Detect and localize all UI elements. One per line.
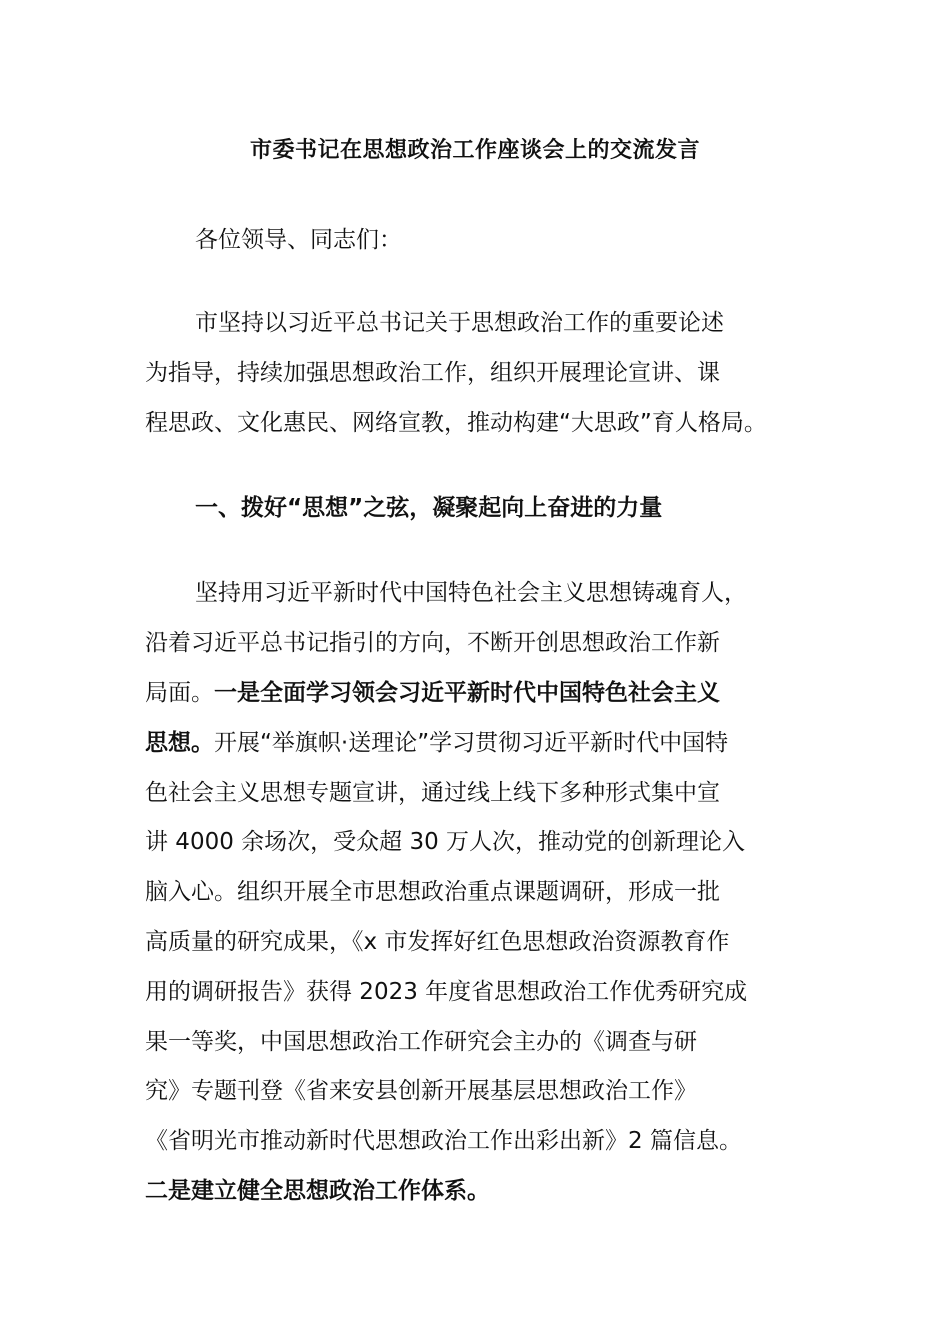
intro-line-3: 程思政、文化惠民、网络宣教，推动构建“大思政”育人格局。 xyxy=(145,410,767,436)
body-line-12: 《省明光市推动新时代思想政治工作出彩出新》2 篇信息。 xyxy=(145,1128,742,1154)
intro-line-2: 为指导，持续加强思想政治工作，组织开展理论宣讲、课 xyxy=(145,360,720,386)
document-title: 市委书记在思想政治工作座谈会上的交流发言 xyxy=(249,138,700,163)
point-one-heading: 一是全面学习领会习近平新时代中国特色社会主义 xyxy=(214,680,720,706)
body-line-8: 高质量的研究成果，《x 市发挥好红色思想政治资源教育作 xyxy=(145,929,730,955)
body-line-10: 果一等奖，中国思想政治工作研究会主办的《调查与研 xyxy=(145,1029,697,1055)
body-line-11: 究》专题刊登《省来安县创新开展基层思想政治工作》 xyxy=(145,1078,697,1104)
point-two-heading: 二是建立健全思想政治工作体系。 xyxy=(145,1178,490,1204)
body-line-2: 沿着习近平总书记指引的方向，不断开创思想政治工作新 xyxy=(145,630,720,656)
section-heading-1: 一、拨好“思想”之弦，凝聚起向上奋进的力量 xyxy=(195,495,663,521)
body-line-5: 色社会主义思想专题宣讲，通过线上线下多种形式集中宣 xyxy=(145,780,720,806)
body-line-9: 用的调研报告》获得 2023 年度省思想政治工作优秀研究成 xyxy=(145,979,748,1005)
body-line-1: 坚持用习近平新时代中国特色社会主义思想铸魂育人， xyxy=(195,580,747,606)
body-line-4 xyxy=(145,726,728,760)
body-line-6: 讲 4000 余场次，受众超 30 万人次，推动党的创新理论入 xyxy=(145,829,746,855)
body-line-7: 脑入心。组织开展全市思想政治重点课题调研，形成一批 xyxy=(145,879,720,905)
body-line-3-normal: 局面。 xyxy=(145,680,214,706)
intro-line-1: 市坚持以习近平总书记关于思想政治工作的重要论述 xyxy=(195,310,724,336)
body-line-4-normal: 开展“举旗帜·送理论”学习贯彻习近平新时代中国特 xyxy=(214,730,729,756)
body-line-3 xyxy=(145,676,720,710)
salutation: 各位领导、同志们： xyxy=(195,227,402,253)
point-one-heading-end: 思想。 xyxy=(145,730,214,756)
